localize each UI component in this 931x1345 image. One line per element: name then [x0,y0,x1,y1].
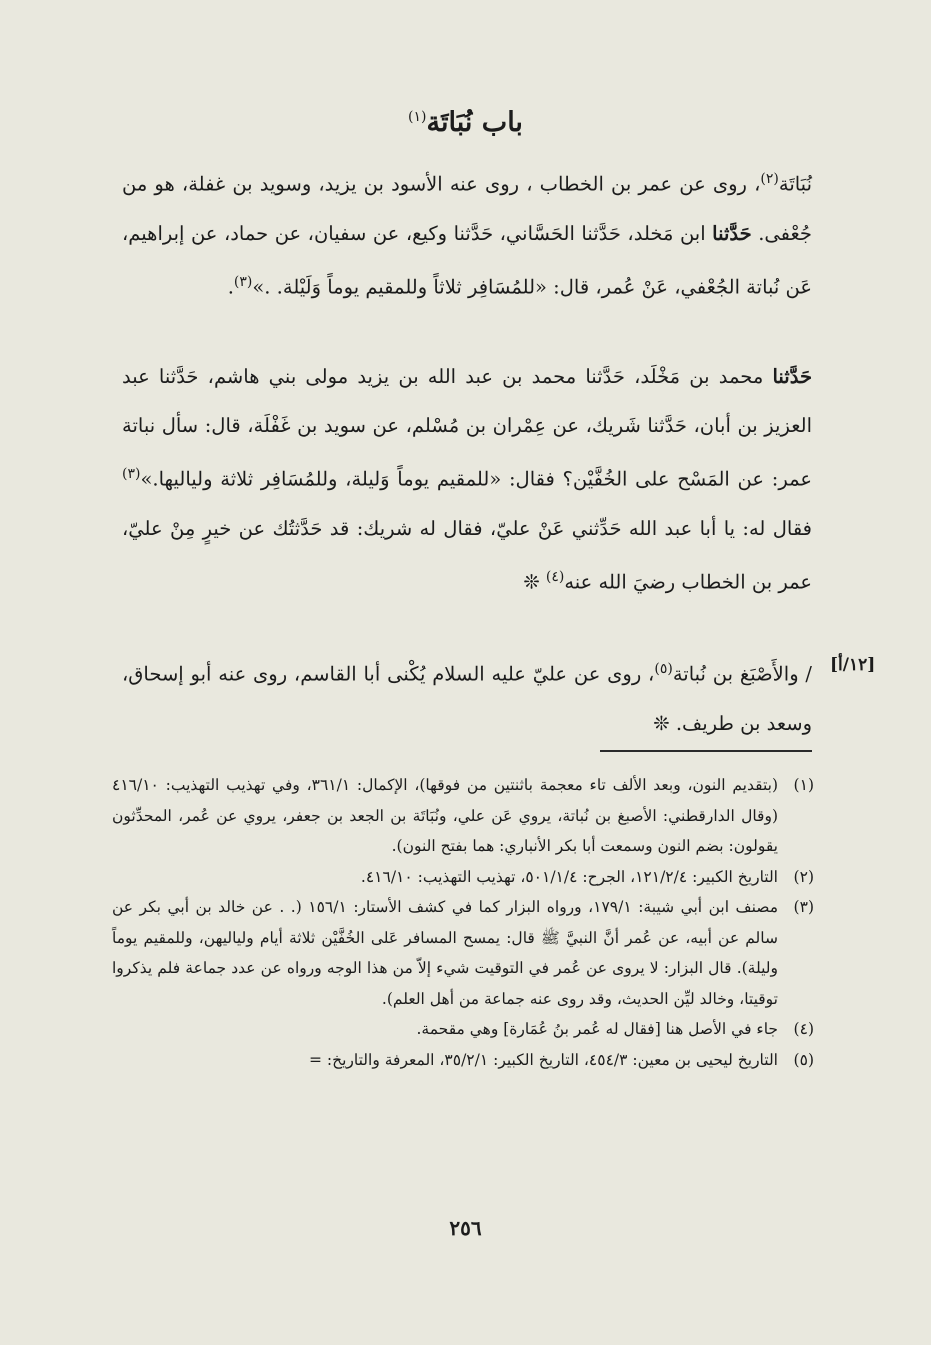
haddathana-2: حَدَّثنا [772,365,813,388]
footnote [112,770,814,862]
footnote-ref-3b: (٣) [122,466,141,482]
footnote-text: (بتقديم النون، وبعد الألف تاء معجمة باثنتين من فوقها)، الإكمال: ٣٦١/١، وفي تهذيب التهذيب: ٤١٦/١٠ (وقال الدارقطني: الأصبغ بن نُباتة، يروي عَن علي، ونُبَاتَة بن الجعد بن جعفر، يروي عن عُمر، المحدِّثون يقولون: بضم النون وسمعت أبا بكر الأنباري: هما بفتح النون). [112,776,778,855]
paragraph-2-end: ❊ [523,570,546,593]
page-number: ٢٥٦ [449,1216,482,1240]
haddathana-1: حَدَّثنا [712,221,752,245]
chapter-title [300,92,631,148]
footnote-number: (٤) [793,1020,814,1038]
footnotes [112,770,814,1075]
footnote-text: مصنف ابن أبي شيبة: ١٧٩/١، ورواه البزار كما في كشف الأستار: ١٥٦/١ (. . عن خالد بن أبي بكر عن سالم عن أبيه، عن عُمر أنَّ النبيَّ ﷺ قال: يمسح المسافر عَلى الخُفَّيْن ثلاثة أيام ولياليهن، وللمقيم يوماً وليلة). قال البزار: لا يروى عن عُمر في التوقيت شيء إلاّ من هذا الوجه ورواه عن عدد جماعة فلم يذكروا توقيتا، وخالد ليِّن الحديث، وقد روى عنه جماعة من أهل العلم). [112,898,779,1008]
chapter-title-footnote-ref: (١) [408,109,427,125]
footnote-number: (٣) [793,898,814,916]
footnote-number: (١) [793,776,814,794]
footnote-text: جاء في الأصل هنا [فقال له عُمر بنُ عُمَارة] وهي مقحمة. [416,1020,778,1038]
footnote-number: (٥) [793,1050,814,1069]
chapter-title-text: باب نُبَاتَة [426,107,523,138]
paragraph-3 [122,645,812,748]
paragraph-2-text: محمد بن مَخْلَد، حَدَّثنا محمد بن عبد الله بن يزيد مولى بني هاشم، حَدَّثنا عبد العزيز بن أبان، حَدَّثنا شَريك، عن عِمْران بن مُسْلم، عن سويد بن غَفْلَة، قال: سأل نباتة عمر: عن المَسْح على الخُفَّيْن؟ فقال: «للمقيم يوماً وَليلة، وللمُسَافِر ثلاثة ولياليها.» [122,365,812,491]
paragraph-3-text-2: ، روى عن عليّ عليه السلام يُكْنى أبا القاسم، روى عنه أبو إسحاق، وسعد بن طريف. ❊ [122,662,812,735]
paragraph-1-text-2: ابن مَخلد، حَدَّثنا الحَسَّاني، حَدَّثنا وكيع، عن سفيان، عن حماد، عن إبراهيم، عَن نُباتة الجُعْفي، عَنْ عُمر، قال: «للمُسَافِر ثلاثاً وللمقيم يوماً وَلَيْلة. .» [122,221,812,298]
footnote [112,862,814,893]
entry-name: نُبَاتَة [778,172,812,196]
footnote-number: (٢) [793,867,814,886]
footnote-text: التاريخ الكبير: ١٢١/٢/٤، الجرح: ٥٠١/١/٤، تهذيب التهذيب: ٤١٦/١٠. [360,867,778,886]
footnote-text: التاريخ ليحيى بن معين: ٤٥٤/٣، التاريخ الكبير: ٣٥/٢/١، المعرفة والتاريخ: = [308,1050,778,1069]
manuscript-folio-ref: [١٢/أ] [830,655,876,675]
footnote-ref-5: (٥) [654,661,673,677]
paragraph-1 [122,155,812,311]
footnote [112,1045,814,1076]
paragraph-1-end: . [227,275,234,298]
paragraph-1-text: ، روى عن عمر بن الخطاب ، روى عنه الأسود بن يزيد، وسويد بن غفلة، هو من جُعْفى. [122,172,812,245]
footnote-ref-4: (٤) [545,568,565,585]
footnote-ref-2: (٢) [760,171,779,187]
paragraph-2 [122,352,812,606]
footnote-divider [600,750,812,752]
footnote [112,1014,814,1045]
paragraph-2-text-2: فقال له: يا أبا عبد الله حَدِّثني عَنْ عليّ، فقال له شريك: قد حَدَّثتُك عن خيرٍ مِنْ عليّ، عمر بن الخطاب رضيَ الله عنه [122,516,812,593]
paragraph-3-text: / والأَصْبَغ بن نُباتة [672,662,812,686]
footnote-ref-3a: (٣) [233,273,253,290]
footnote [112,892,814,1014]
